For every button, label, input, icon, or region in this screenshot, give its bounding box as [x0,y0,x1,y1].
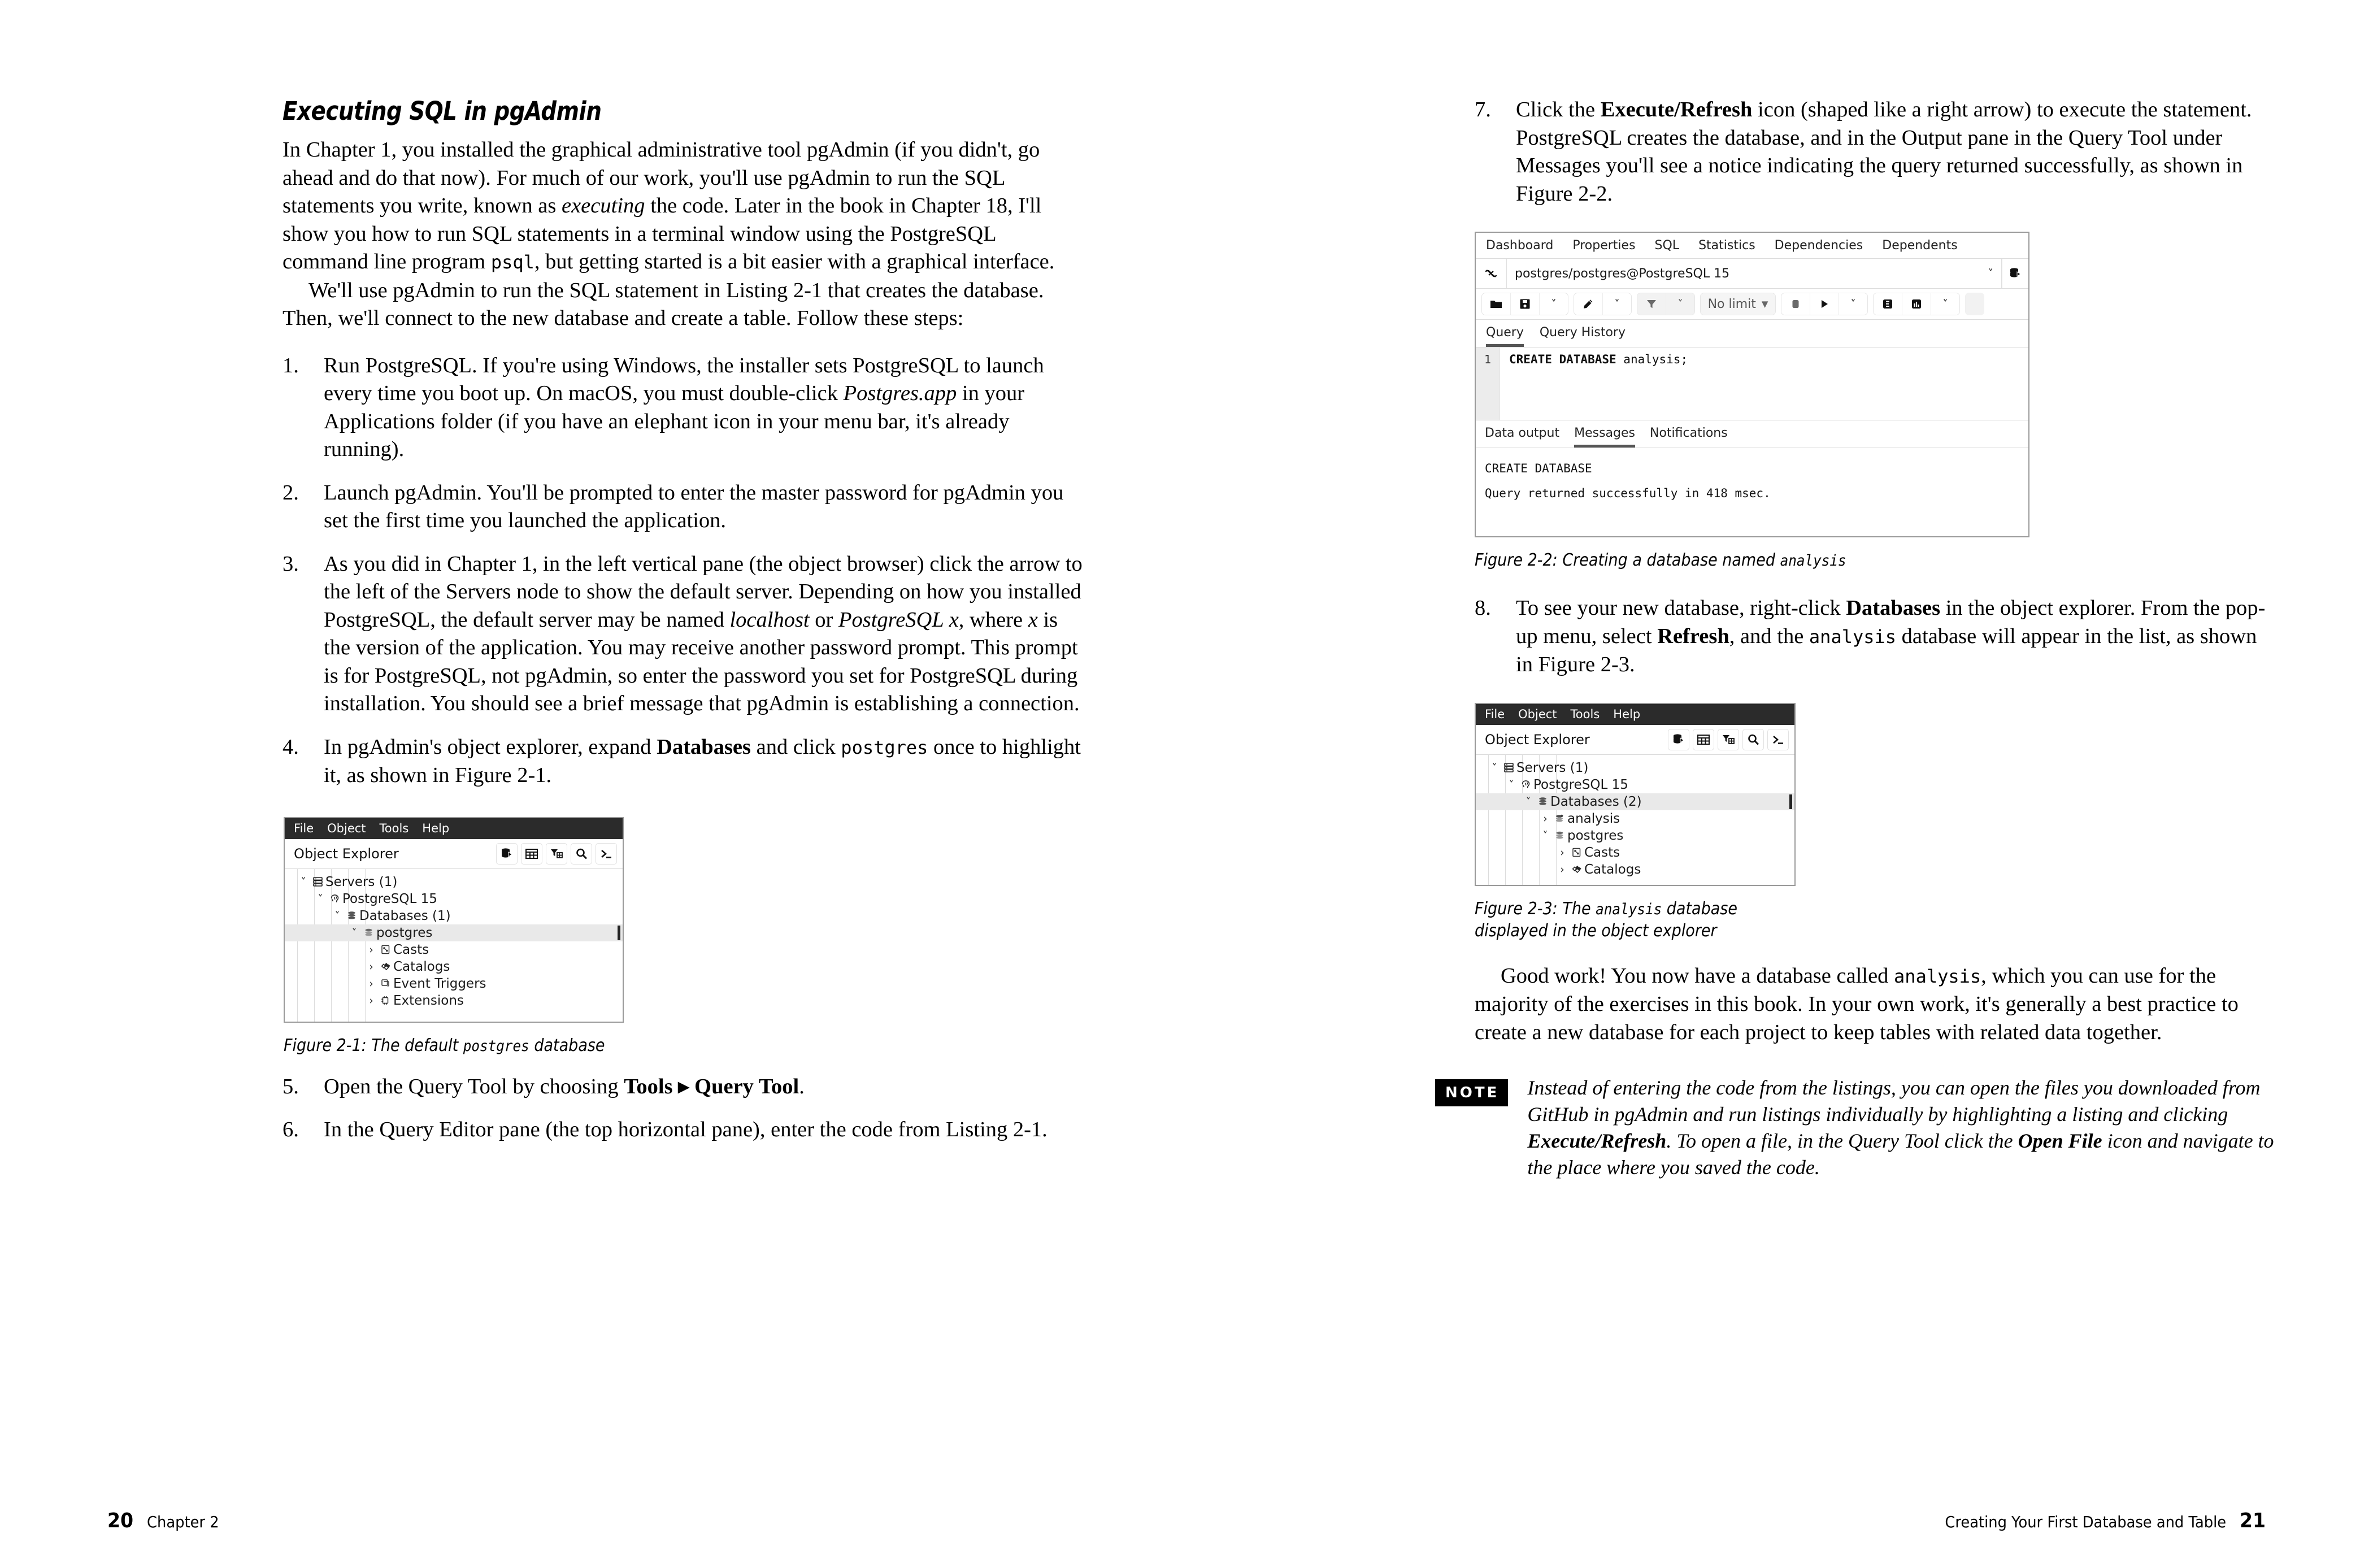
tree-item-label: Casts [1584,845,1620,860]
databases-icon [344,910,359,921]
sql-rest: analysis; [1616,353,1688,366]
explain-analyze-icon[interactable] [1902,293,1931,315]
chevron-down-icon[interactable]: ˅ [1542,829,1548,842]
running-head: Creating Your First Database and Table [1945,1513,2226,1531]
steps-list-right-cont [1475,594,2277,679]
tree-item-casts[interactable] [1476,844,1794,861]
tree-item-postgres[interactable] [285,924,623,941]
figure-2-2-caption: Figure 2-2: Creating a database named analysis [1475,550,1846,570]
menu-help[interactable]: Help [1613,707,1641,721]
tree-item-label: postgres [376,925,433,940]
intro-paragraph-1: In Chapter 1, you installed the graphical administrative tool pgAdmin (if you didn't, go ahead and do that now). For much of our work, you'll use pgAdmin to run the SQL statements you write, known as executing the code. Later in the book in Chapter 18, I'll show you how to run SQL statements in a terminal window using the PostgreSQL command line program psql, but getting started is a bit easier with a graphical interface. [282,138,1055,273]
query-editor-pane[interactable] [1476,347,2028,420]
sql-code[interactable] [1500,348,2028,420]
explain-icon[interactable] [1874,293,1902,315]
output-tab-bar [1476,420,2028,448]
row-limit-select[interactable] [1701,293,1775,315]
right-page [1186,0,2373,1568]
tree-item-label: Databases (1) [359,908,451,923]
object-explorer-title: Object Explorer [294,845,399,862]
tree-item-label: Servers (1) [1516,760,1589,775]
line-number: 1 [1484,353,1492,366]
elephant-icon [1518,779,1533,790]
pgadmin-menu-bar [1476,704,1794,725]
terminal-icon[interactable] [1767,729,1789,750]
tab-dashboard[interactable]: Dashboard [1486,238,1554,253]
tree-item-postgresql-15[interactable] [1476,776,1794,793]
filter-table-icon[interactable] [546,843,567,865]
tab-query[interactable]: Query [1486,325,1524,347]
menu-object[interactable]: Object [327,821,366,835]
tree-item-catalogs[interactable] [285,958,623,975]
list-item: 1. Run PostgreSQL. If you're using Windows, the installer sets PostgreSQL to launch every time you boot up. On macOS, you must double-click Postgres.app in your Applications folder (if you have an elephant icon in your menu bar, it's already running). [282,352,1085,464]
chevron-right-icon[interactable]: › [369,960,373,973]
chevron-down-icon[interactable]: ˅ [1666,293,1694,315]
menu-tools[interactable]: Tools [379,821,409,835]
chapter-label: Chapter 2 [147,1513,219,1531]
database-icon [1551,830,1567,841]
tree-item-casts[interactable] [285,941,623,958]
tree-item-event-triggers[interactable] [285,975,623,992]
tab-dependencies[interactable]: Dependencies [1774,238,1863,253]
tree-item-label: Servers (1) [325,874,398,889]
list-item: 7. Click the Execute/Refresh icon (shaped like a right arrow) to execute the statement. PostgreSQL creates the database, and in the Output pane in the Query Tool under Messages you'll see a notice indicating the query returned successfully, as shown in Figure 2-2. [1475,96,2277,208]
database-icon [360,927,376,938]
databases-icon [1535,796,1550,807]
database-run-icon[interactable] [2002,259,2028,288]
menu-object[interactable]: Object [1518,707,1557,721]
left-page-footer [107,1509,219,1532]
steps-list-right [1475,96,2277,208]
chevron-down-icon[interactable]: ˅ [1839,293,1867,315]
tree-item-label: postgres [1567,828,1624,843]
object-explorer-tree [1476,755,1794,885]
extensions-icon [377,995,393,1006]
chevron-down-icon[interactable]: ˅ [351,926,357,939]
connection-select[interactable] [1506,259,2002,288]
chevron-right-icon[interactable]: › [369,994,373,1007]
tree-item-postgresql-15[interactable] [285,891,623,907]
chevron-right-icon[interactable]: › [1560,846,1564,859]
tab-notifications[interactable]: Notifications [1649,426,1728,440]
figure-2-2-screenshot [1475,232,2029,537]
list-number: 2. [282,480,299,505]
table-grid-icon[interactable] [521,843,542,865]
object-explorer-title: Object Explorer [1485,731,1590,748]
stop-icon[interactable] [1781,293,1810,315]
closing-paragraph: Good work! You now have a database called analysis, which you can use for the majority of the exercises in this book. In your own work, it's generally a best practice to create a new database for each project to keep tables with related data together. [1475,963,2239,1044]
page-number: 21 [2239,1509,2266,1532]
edit-pencil-icon[interactable] [1574,293,1603,315]
casts-icon [377,944,393,955]
tree-item-label: Catalogs [393,959,450,974]
note-badge: NOTE [1435,1079,1508,1106]
tree-item-label: Catalogs [1584,862,1641,877]
note-box [1435,1075,2277,1181]
list-item: 2. Launch pgAdmin. You'll be prompted to enter the master password for pgAdmin you set the first time you launched the application. [282,479,1085,535]
tree-item-postgres[interactable] [1476,827,1794,844]
chevron-down-icon[interactable]: ˅ [1931,293,1959,315]
tab-data-output[interactable]: Data output [1485,426,1560,440]
menu-file[interactable]: File [294,821,314,835]
open-file-icon[interactable] [1482,293,1511,315]
servers-icon [310,876,325,887]
database-run-icon[interactable] [1668,729,1689,750]
tree-item-label: Extensions [393,993,464,1008]
chevron-down-icon[interactable]: ˅ [334,909,340,922]
list-number: 4. [282,735,299,759]
list-number: 8. [1475,596,1491,620]
tab-dependents[interactable]: Dependents [1882,238,1958,253]
list-number: 5. [282,1074,299,1098]
chevron-down-icon[interactable]: ˅ [318,892,323,905]
object-tab-bar [1476,233,2028,259]
output-line-2: Query returned successfully in 418 msec. [1485,487,1771,500]
tab-properties[interactable]: Properties [1572,238,1636,253]
steps-list-left [282,352,1085,790]
chevron-down-icon[interactable]: ˅ [1603,293,1631,315]
extra-toolbar-icon[interactable] [1966,293,1984,315]
query-tab-bar [1476,320,2028,347]
connection-bar [1476,259,2028,289]
list-item: 6. In the Query Editor pane (the top horizontal pane), enter the code from Listing 2-1. [282,1116,1085,1144]
figure-2-1-screenshot [284,817,624,1023]
list-item: 5. Open the Query Tool by choosing Tools ▸ Query Tool. [282,1073,1085,1101]
list-number: 6. [282,1118,299,1141]
caret-down-icon[interactable]: ▼ [1761,299,1768,309]
chevron-down-icon[interactable]: ˅ [1509,778,1514,791]
chevron-down-icon[interactable]: ˅ [1988,267,1993,280]
tree-item-catalogs[interactable] [1476,861,1794,878]
row-limit-value: No limit [1707,297,1756,311]
object-explorer-header [285,839,623,869]
connection-value: postgres/postgres@PostgreSQL 15 [1515,266,1730,281]
catalogs-icon [377,961,393,972]
search-icon[interactable] [571,843,592,865]
tree-item-label: Event Triggers [393,976,486,991]
execute-play-icon[interactable] [1810,293,1839,315]
steps-list-left-cont [282,1073,1085,1144]
tree-item-label: Casts [393,942,429,957]
event-triggers-icon [377,978,393,989]
right-page-footer [1945,1509,2266,1532]
table-grid-icon[interactable] [1693,729,1714,750]
list-item: 8. To see your new database, right-click Databases in the object explorer. From the pop-up menu, select Refresh, and the analysis database will appear in the list, as shown in Figure 2-3. [1475,594,2277,679]
menu-help[interactable]: Help [422,821,450,835]
line-number-gutter [1476,348,1500,420]
database-run-icon[interactable] [496,843,518,865]
query-tool-toolbar [1476,289,2028,320]
menu-tools[interactable]: Tools [1570,707,1600,721]
note-text: Instead of entering the code from the listings, you can open the files you downloaded from GitHub in pgAdmin and run listings individually by highlighting a listing and clicking Execute/Refresh. To open a file, in the Query Tool click the Open File icon and navigate to the place where you saved the code. [1527,1076,2274,1179]
list-item: 3. As you did in Chapter 1, in the left vertical pane (the object browser) click the arrow to the left of the Servers node to show the default server. Depending on how you installed PostgreSQL, the default server may be named localhost or PostgreSQL x, where x is the version of the application. You may receive another password prompt. This prompt is for PostgreSQL, not pgAdmin, so enter the password you set for PostgreSQL during installation. You should see a brief message that pgAdmin is establishing a connection. [282,550,1085,718]
tree-item-databases[interactable] [285,907,623,924]
messages-output [1476,448,2028,536]
figure-2-3-caption: Figure 2-3: The analysis database displayed in the object explorer [1475,898,2197,942]
chevron-right-icon[interactable]: › [369,977,373,990]
tab-messages[interactable]: Messages [1574,426,1635,448]
chevron-down-icon[interactable]: ˅ [1540,293,1568,315]
tree-item-extensions[interactable] [285,992,623,1009]
tree-item-label: analysis [1567,811,1620,826]
object-explorer-header [1476,725,1794,755]
chevron-right-icon[interactable]: › [1543,812,1548,825]
chevron-down-icon[interactable]: ˅ [301,875,306,888]
figure-2-3-caption-line2: displayed in the object explorer [1475,920,1717,941]
page-title: Executing SQL in pgAdmin [282,96,602,126]
tree-item-label: Databases (2) [1550,794,1642,809]
elephant-icon [327,893,342,904]
list-item: 4. In pgAdmin's object explorer, expand Databases and click postgres once to highlight it, as shown in Figure 2-1. [282,733,1085,790]
tree-item-databases[interactable] [1476,793,1794,810]
tree-item-analysis[interactable] [1476,810,1794,827]
tree-item-servers[interactable] [1476,759,1794,776]
intro-paragraph-2: We'll use pgAdmin to run the SQL statement in Listing 2-1 that creates the database. Then, we'll connect to the new database and create a table. Follow these steps: [282,278,1044,330]
chevron-down-icon[interactable]: ˅ [1492,761,1497,774]
left-page [0,0,1186,1568]
sql-keyword: CREATE DATABASE [1509,353,1616,366]
save-file-icon[interactable] [1511,293,1540,315]
output-line-1: CREATE DATABASE [1485,462,1592,475]
tab-statistics[interactable]: Statistics [1698,238,1755,253]
casts-icon [1568,847,1584,858]
object-explorer-tree [285,869,623,1022]
connection-link-icon [1476,267,1506,280]
search-icon[interactable] [1742,729,1764,750]
selection-indicator [1789,794,1792,809]
selection-indicator [618,926,620,940]
list-number: 3. [282,551,299,576]
figure-2-3-screenshot [1475,703,1796,886]
figure-2-1-caption: Figure 2-1: The default postgres database [284,1035,605,1056]
terminal-icon[interactable] [596,843,617,865]
list-number: 1. [282,353,299,377]
filter-icon[interactable] [1637,293,1666,315]
chevron-right-icon[interactable]: › [1560,863,1564,876]
filter-table-icon[interactable] [1718,729,1739,750]
tab-query-history[interactable]: Query History [1539,325,1626,340]
chevron-right-icon[interactable]: › [369,943,373,956]
tree-item-label: PostgreSQL 15 [1533,777,1628,792]
menu-file[interactable]: File [1485,707,1505,721]
chevron-down-icon[interactable]: ˅ [1525,795,1531,808]
catalogs-icon [1568,864,1584,875]
tab-sql[interactable]: SQL [1654,238,1680,253]
tree-item-label: PostgreSQL 15 [342,891,437,906]
servers-icon [1501,762,1516,773]
tree-item-servers[interactable] [285,874,623,891]
list-number: 7. [1475,98,1491,121]
database-new-icon [1551,813,1567,824]
pgadmin-menu-bar [285,818,623,839]
page-number: 20 [107,1509,134,1532]
